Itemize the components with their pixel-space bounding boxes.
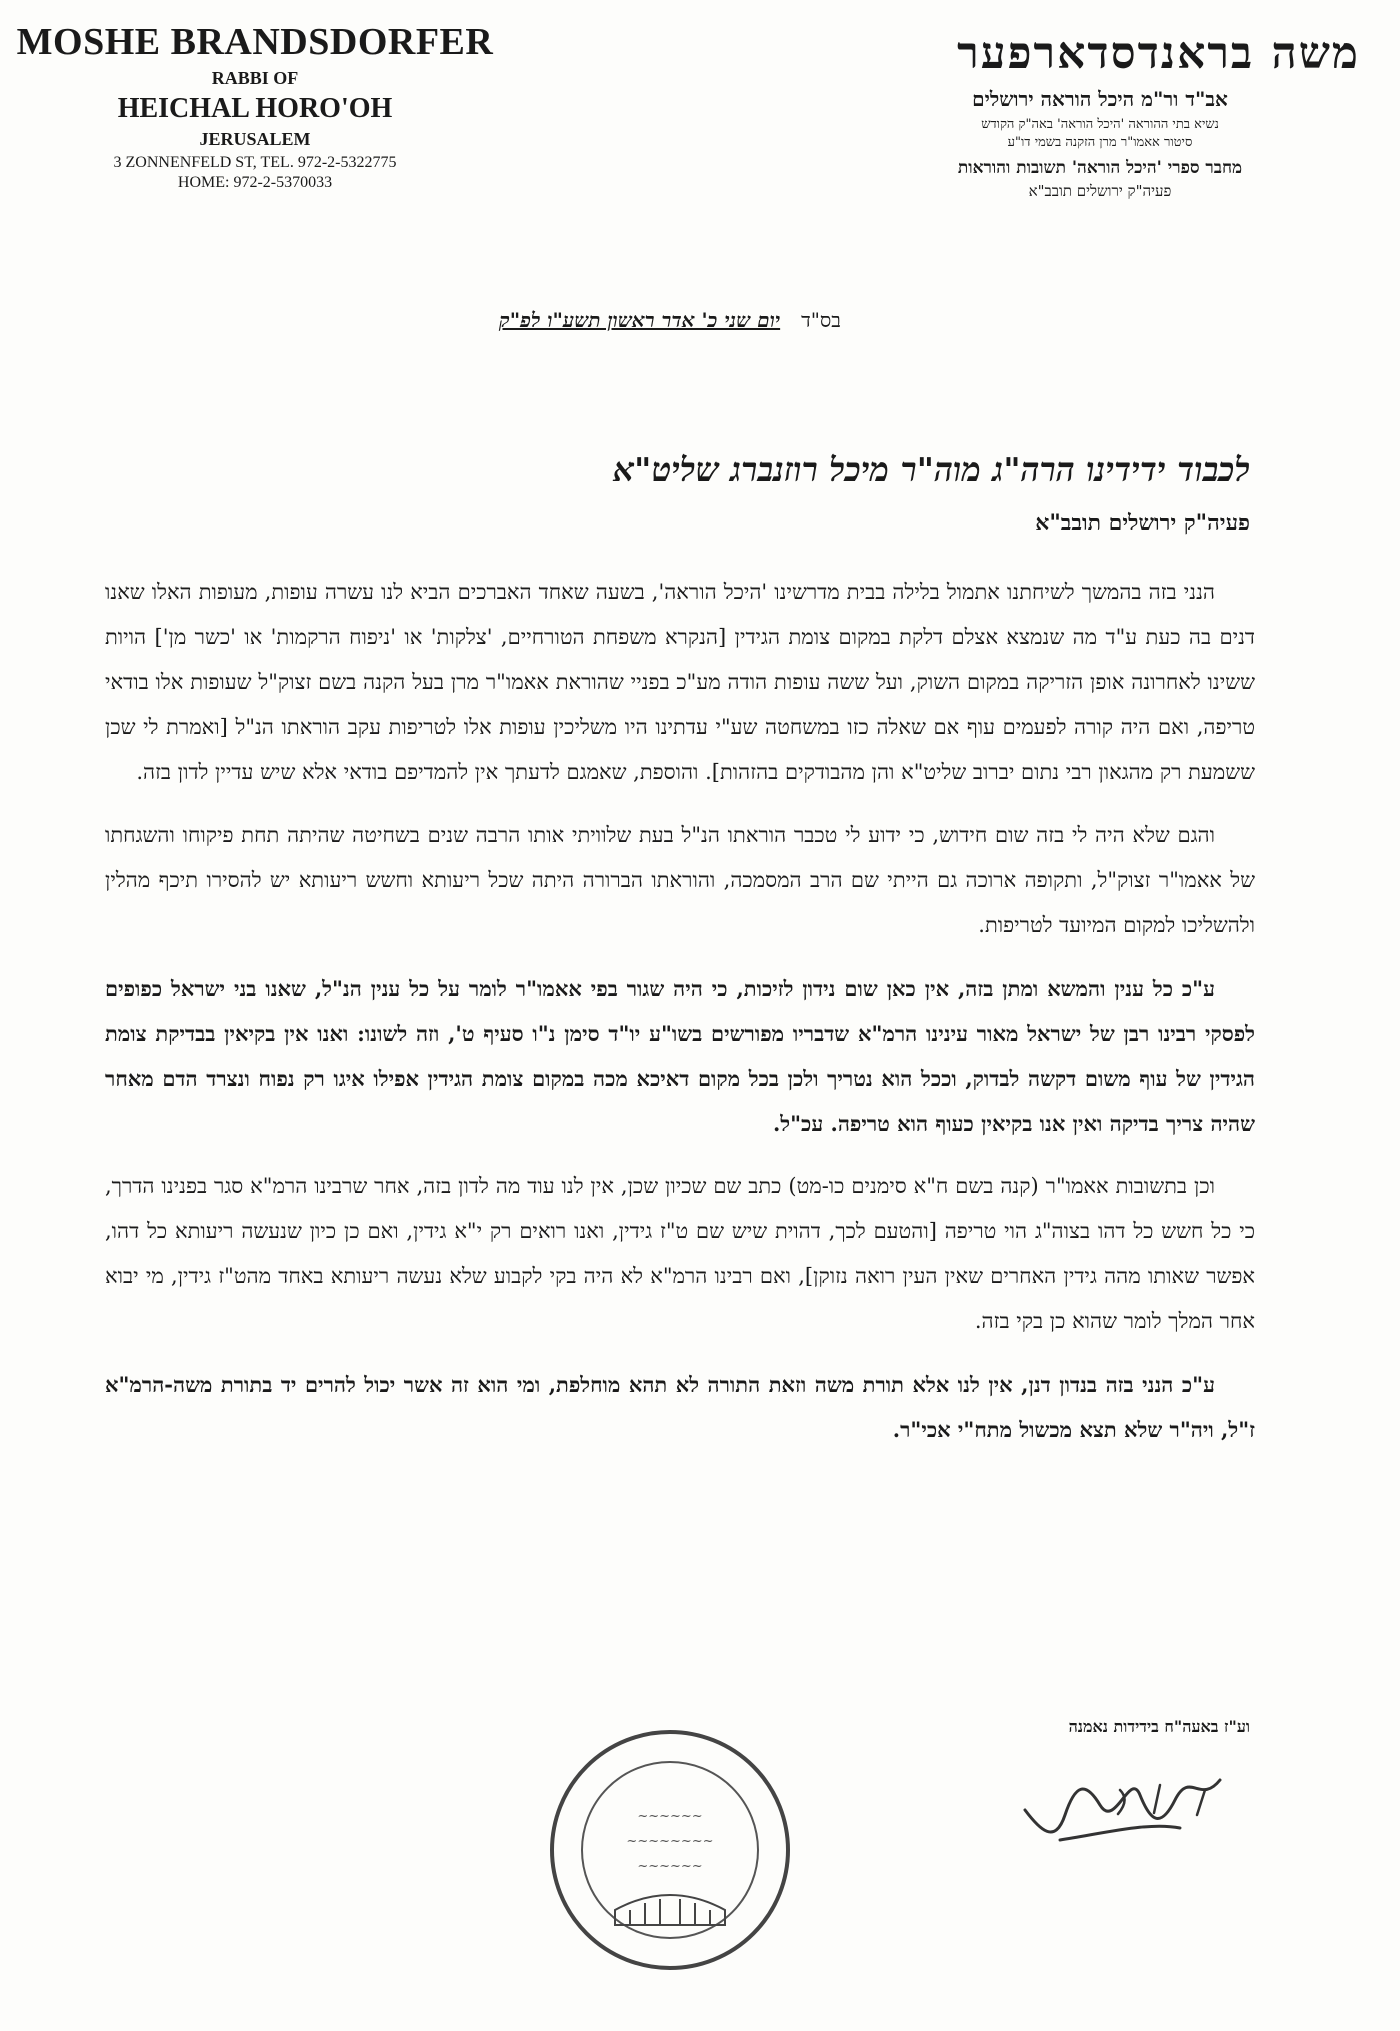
rabbi-name-he: משה בראנדסדארפער xyxy=(957,28,1360,79)
addressee-city: פעיה"ק ירושלים תובב"א xyxy=(1035,510,1250,536)
paragraph: הנני בזה בהמשך לשיחתנו אתמול בלילה בבית מדרשינו 'היכל הוראה', בשעה שאחד האברכים הביא לנו עשרה עופות, מעופות האלו שאנו דנים בה כעת ע"ד מה שנמצא אצלם דלקת במקום צומת הגידין [הנקרא משפחת הטורחיים, 'צלקות' או 'ניפוח הרקמות' או 'כשר מן'] הויות ששינו לאחרונה אופן הזריקה במקום השוק, ועל ששה עופות הודה מע"כ בפניי שהוראת אאמו"ר מרן בעל הקנה בשם זצוק"ל שעופות אלו בודאי טריפה, ואם היה קורה לפעמים עוף אם שאלה כזו במשחטה שע"י עדתינו היו משליכין עופות אלו לטריפות עקב הוראתו הנ"ל [ואמרת לי שכן ששמעת רק מהגאון רבי נתום יברוב שליט"א והן מהבודקים בהזהות]. והוספת, שאמגם לדעתך אין להמדיפם בודאי אלא שיש עדיין לדון בזה. xyxy=(105,580,1255,784)
paragraph: ע"כ הנני בזה בנדון דנן, אין לנו אלא תורת משה וזאת התורה לא תהא מוחלפת, ומי הוא זה אשר יכול להרים יד בתורת משה-הרמ"א ז"ל, ויה"ר שלא תצא מכשול מתח"י אכי"ר. xyxy=(105,1372,1255,1442)
letterhead-line-4: מחבר ספרי 'היכל הוראה' תשובות והוראות xyxy=(957,158,1243,178)
addressee: לכבוד ידידינו הרה"ג מוה"ר מיכל רוזנברג שליט"א xyxy=(612,450,1250,489)
bsd-mark: בס"ד xyxy=(801,308,841,332)
hebrew-letterhead xyxy=(820,28,1380,201)
rabbi-title-he: אב"ד ור"מ היכל הוראה ירושלים xyxy=(972,87,1228,111)
paragraph: ע"כ כל ענין והמשא ומתן בזה, אין כאן שום נידון לזיכות, כי היה שגור בפי אאמו"ר לומר על כל ענין הנ"ל, שאנו בני ישראל כפופים לפסקי רבינו רבן של ישראל מאור עינינו הרמ"א שדבריו מפורשים בשו"ע יו"ד סימן נ"ו סעיף ט', וזה לשונו: ואנו אין בקיאין בבדיקת צומת הגידין של עוף משום דקשה לבדוק, וככל הוא נטריך ולכן בכל מקום דאיכא מכה במקום צומת הגידין אפילו איגו רק נפוח ונצרד הדם מאחר שהיה צריך בדיקה ואין אנו בקיאין כעוף הוא טריפה. עכ"ל. xyxy=(105,976,1255,1136)
paragraph: והגם שלא היה לי בזה שום חידוש, כי ידוע לי טכבר הוראתו הנ"ל בעת שלוויתי אותו הרבה שנים בשחיטה שהיתה תחת פיקוחו והשגחתו של אאמו"ר זצוק"ל, ותקופה ארוכה גם הייתי שם הרב המסמכה, והוראתו הברורה היתה שכל ריעותא וחשש ריעותא יש להסירו תיכף מהלין ולהשליכו למקום המיועד לטריפות. xyxy=(105,823,1255,937)
home-phone-en: HOME: 972-2-5370033 xyxy=(177,174,333,191)
address-en: 3 ZONNENFELD ST, TEL. 972-2-5322775 xyxy=(113,154,397,171)
city-en: JERUSALEM xyxy=(199,129,311,149)
letter-body xyxy=(105,570,1255,1470)
letterhead-line-2: נשיא בתי ההוראה 'היכל הוראה' באה"ק הקודש xyxy=(981,117,1219,132)
date-line xyxy=(430,308,910,333)
svg-text:~~~~~~: ~~~~~~ xyxy=(637,1859,703,1874)
english-letterhead xyxy=(0,20,510,192)
rabbinical-seal xyxy=(545,1725,795,1979)
rabbi-name-en: MOSHE BRANDSDORFER xyxy=(16,21,494,63)
letterhead-line-3: סיטור אאמו"ר מרן הזקנה בשמי דו"ע xyxy=(1007,135,1193,150)
paragraph: וכן בתשובות אאמו"ר (קנה בשם ח"א סימנים כו-מט) כתב שם שכיון שכן, אין לנו עוד מה לדון בזה, אחר שרבינו הרמ"א סגר בפנינו הדרך, כי כל חשש כל דהו בצוה"ג הוי טריפה [והטעם לכך, דהוית שיש שם ט"ז גידין, ואנו רואים רק י"א גידין, ואם כן כיון שנעשה ריעותא כל דהו, אפשר שאותו מהה גידין האחרים שאין העין רואה נזוקן], ואם רבינו הרמ"א לא היה בקי לקבוע שלא נעשה ריעותא באחד מהט"ז גידין, מי יבוא אחר המלך לומר שהוא כן בקי בזה. xyxy=(105,1174,1255,1333)
svg-text:~~~~~~: ~~~~~~ xyxy=(637,1809,703,1824)
handwritten-signature xyxy=(1000,1750,1230,1864)
institution-name-en: HEICHAL HORO'OH xyxy=(117,93,393,124)
rabbi-of-label: RABBI OF xyxy=(211,68,299,88)
letterhead-line-5: פעיה"ק ירושלים תובב"א xyxy=(1028,182,1172,200)
svg-text:~~~~~~~~: ~~~~~~~~ xyxy=(626,1834,714,1849)
letter-date: יום שני כ' אדר ראשון תשע"ו לפ"ק xyxy=(499,308,781,332)
closing-line: וע"ז באעה"ח בידידות נאמנה xyxy=(1068,1717,1250,1736)
